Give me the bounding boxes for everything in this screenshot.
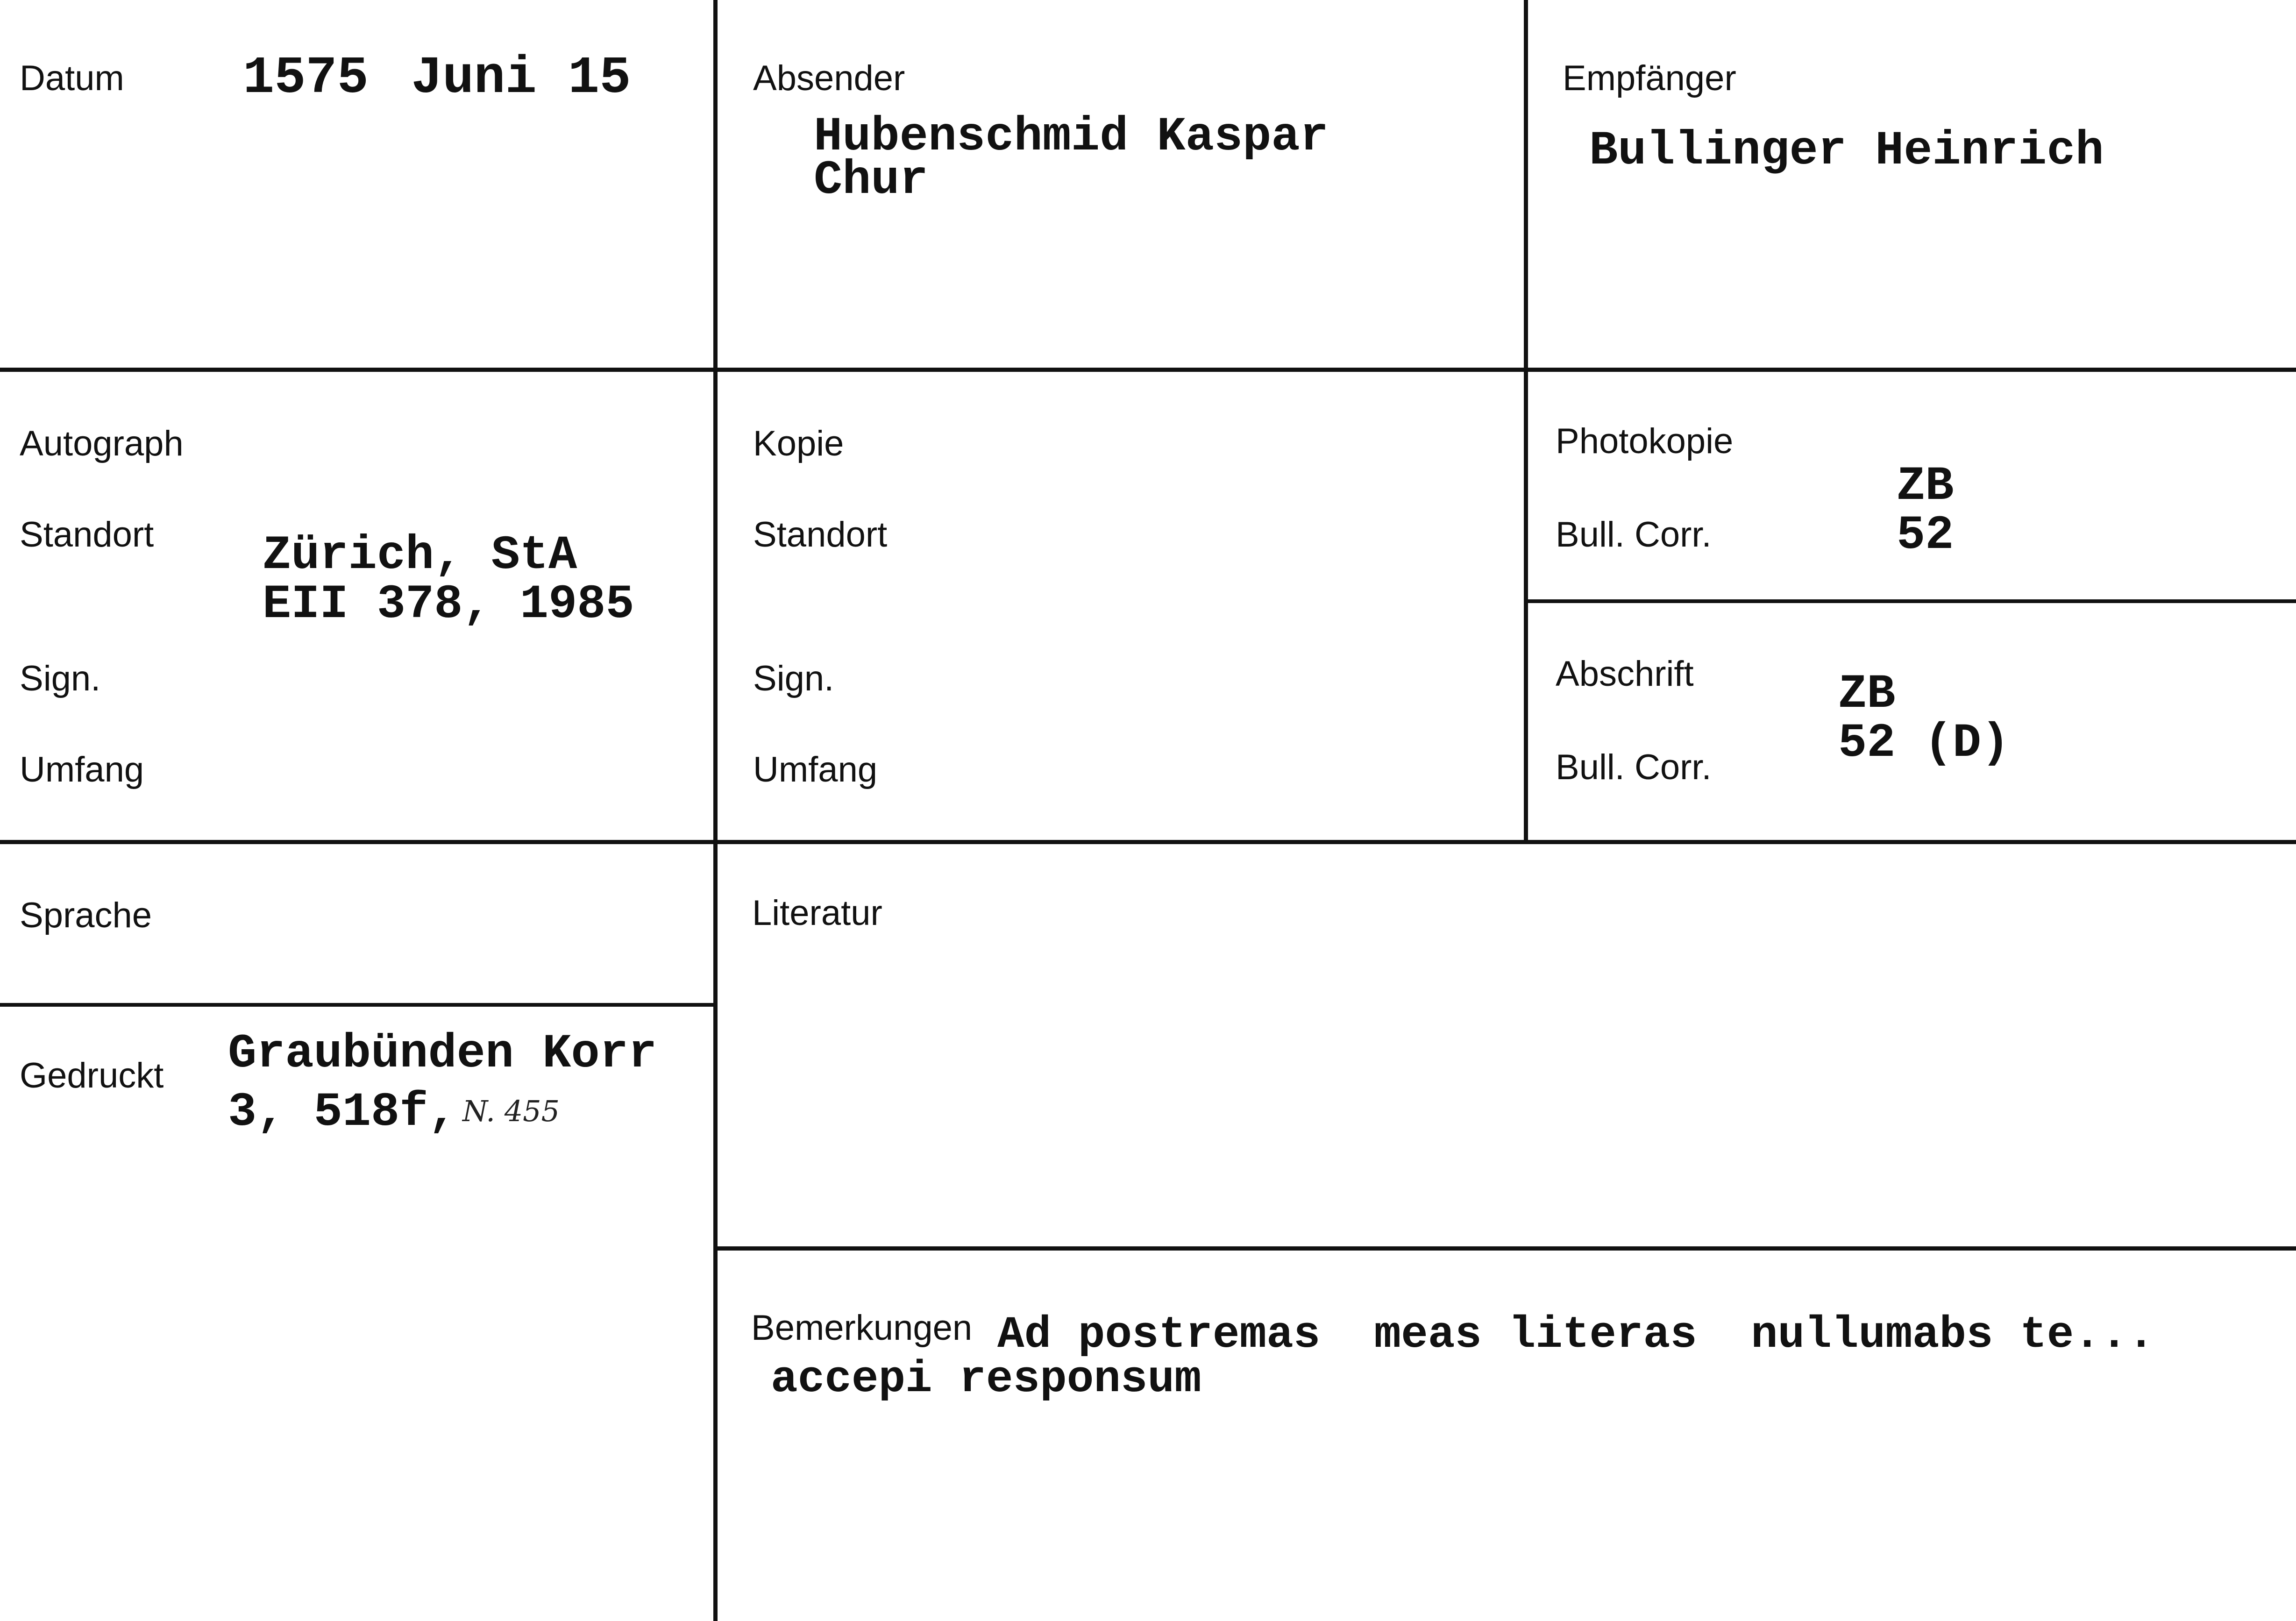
gedruckt-line2: 3, 518f,	[228, 1085, 457, 1139]
empfaenger-name: Bullinger Heinrich	[1589, 124, 2104, 178]
empfaenger-label: Empfänger	[1563, 58, 1736, 98]
bemerkungen-label: Bemerkungen	[751, 1308, 973, 1348]
abschrift-value-line1: ZB	[1838, 667, 1896, 721]
autograph-standort-label: Standort	[20, 515, 154, 555]
abschrift-label: Abschrift	[1556, 654, 1694, 694]
sprache-label: Sprache	[20, 896, 152, 935]
photokopie-bull-label: Bull. Corr.	[1556, 515, 1712, 555]
gedruckt-handwritten-note: N. 455	[462, 1094, 560, 1128]
datum-label: Datum	[20, 58, 124, 98]
autograph-standort-line1: Zürich, StA	[263, 528, 577, 583]
absender-name: Hubenschmid Kaspar	[814, 110, 1329, 164]
autograph-label: Autograph	[20, 424, 184, 463]
kopie-label: Kopie	[753, 424, 844, 463]
bemerkungen-line1: Ad postremas meas literas nullumabs te...	[997, 1309, 2155, 1360]
abschrift-bull-label: Bull. Corr.	[1556, 747, 1712, 787]
kopie-sign-label: Sign.	[753, 659, 834, 698]
divider-horizontal-photo-abschrift	[1524, 599, 2296, 603]
autograph-sign-label: Sign.	[20, 659, 101, 698]
datum-date: Juni 15	[411, 49, 631, 108]
bemerkungen-line2: accepi responsum	[771, 1354, 1201, 1405]
autograph-standort-line2: EII 378, 1985	[263, 577, 634, 632]
divider-vertical-left	[713, 0, 718, 1621]
photokopie-value-line2: 52	[1897, 508, 1954, 562]
photokopie-value-line1: ZB	[1897, 459, 1954, 513]
kopie-standort-label: Standort	[753, 515, 888, 555]
gedruckt-label: Gedruckt	[20, 1056, 164, 1095]
photokopie-label: Photokopie	[1556, 421, 1734, 461]
absender-place: Chur	[814, 153, 928, 207]
gedruckt-line1: Graubünden Korr	[228, 1027, 657, 1081]
autograph-umfang-label: Umfang	[20, 750, 144, 789]
divider-horizontal-middle	[0, 840, 2296, 844]
absender-label: Absender	[753, 58, 905, 98]
divider-horizontal-top	[0, 368, 2296, 372]
divider-horizontal-bemerkungen	[715, 1246, 2296, 1251]
divider-vertical-right	[1524, 0, 1528, 841]
kopie-umfang-label: Umfang	[753, 750, 878, 789]
abschrift-value-line2: 52 (D)	[1838, 716, 2010, 770]
literatur-label: Literatur	[752, 893, 882, 933]
datum-year: 1575	[243, 49, 369, 108]
divider-horizontal-sprache	[0, 1003, 715, 1007]
